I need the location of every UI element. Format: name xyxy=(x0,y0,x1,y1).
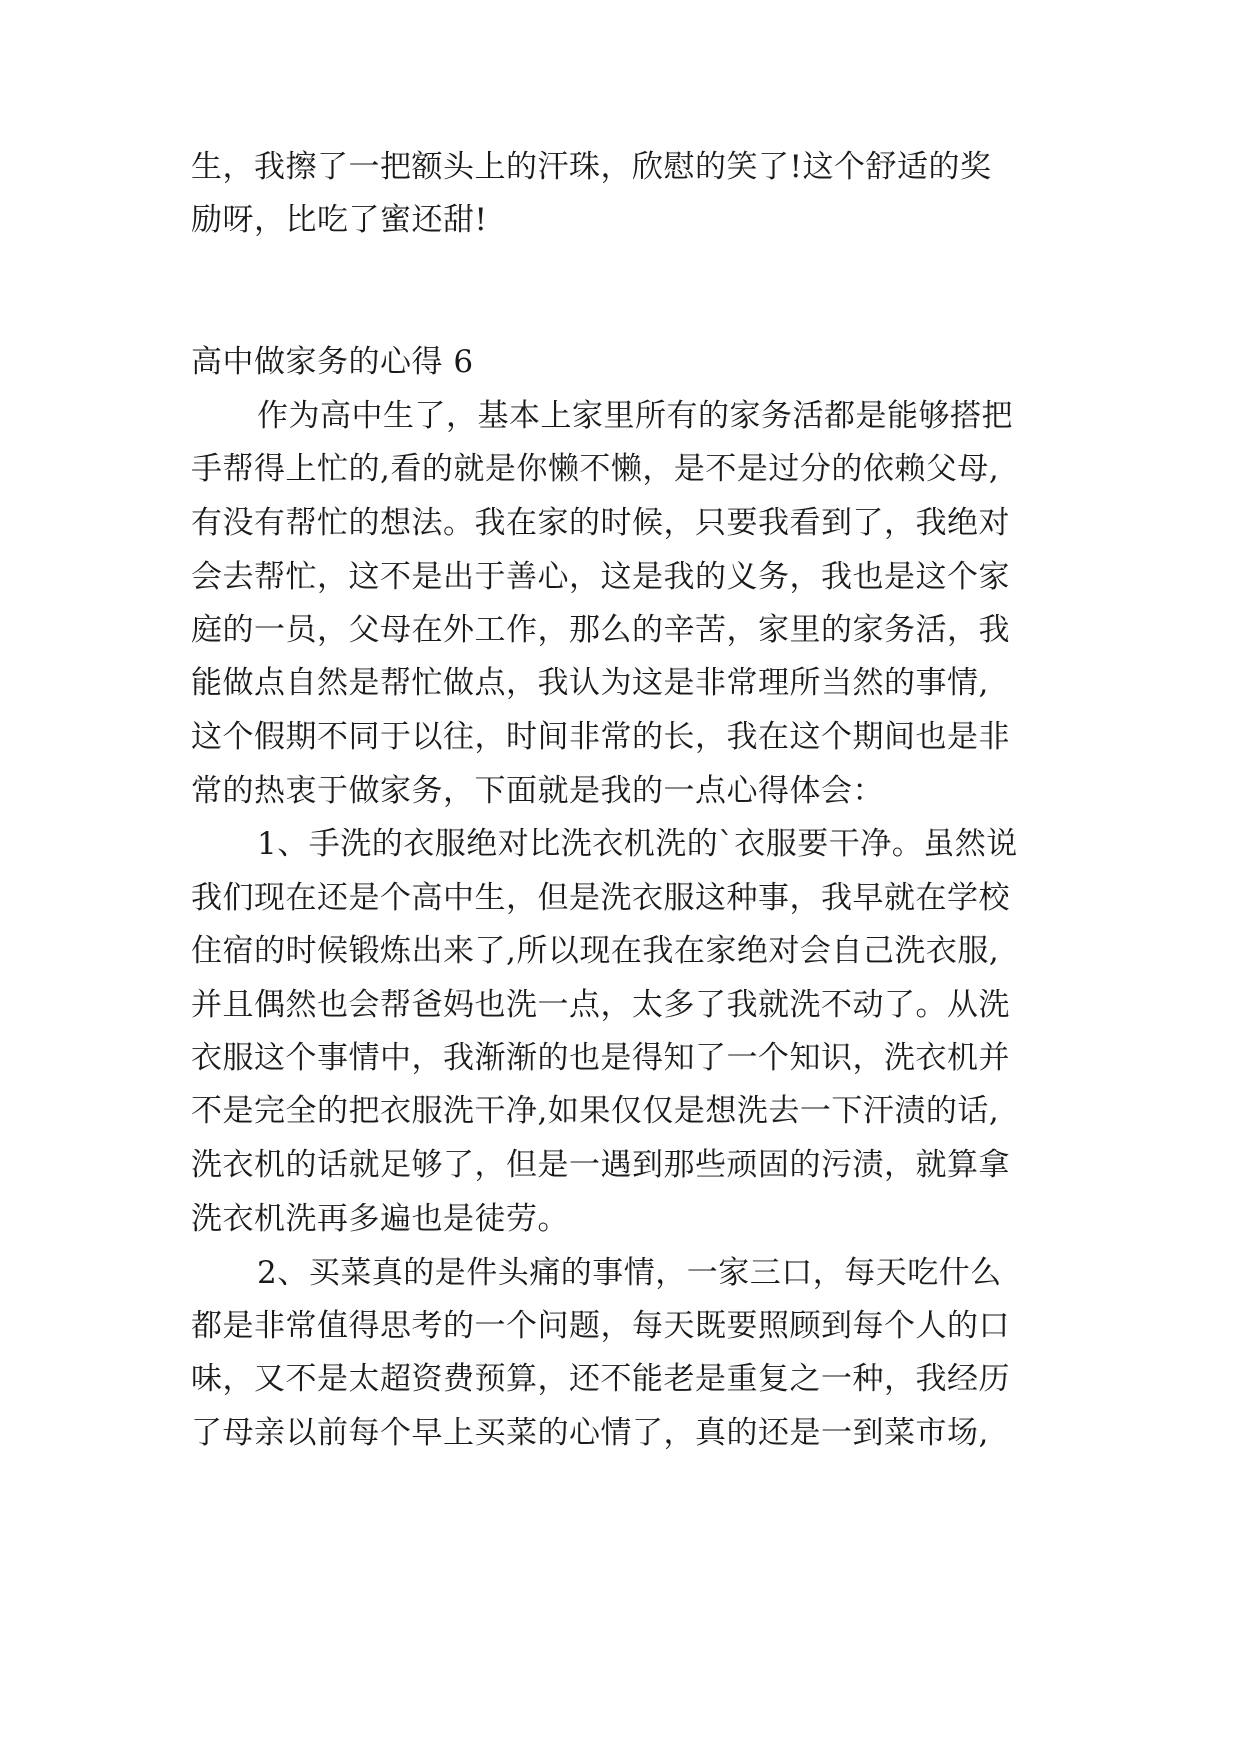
text-line: 洗衣机洗再多遍也是徒劳。 xyxy=(191,1201,569,1237)
text-line: 并且偶然也会帮爸妈也洗一点，太多了我就洗不动了。从洗 xyxy=(191,987,1010,1023)
text-line: 1、手洗的衣服绝对比洗衣机洗的`衣服要干净。虽然说 xyxy=(257,826,1018,862)
text-line: 有没有帮忙的想法。我在家的时候，只要我看到了，我绝对 xyxy=(191,505,1010,541)
text-line: 这个假期不同于以往，时间非常的长，我在这个期间也是非 xyxy=(191,719,1010,755)
text-line: 2、买菜真的是件头痛的事情，一家三口，每天吃什么 xyxy=(257,1255,1002,1291)
text-line: 能做点自然是帮忙做点，我认为这是非常理所当然的事情, xyxy=(191,665,989,701)
section-title: 高中做家务的心得 6 xyxy=(191,344,474,380)
text-line: 住宿的时候锻炼出来了,所以现在我在家绝对会自己洗衣服, xyxy=(191,933,1000,969)
text-line: 会去帮忙，这不是出于善心，这是我的义务，我也是这个家 xyxy=(191,559,1010,595)
text-line: 衣服这个事情中，我渐渐的也是得知了一个知识，洗衣机并 xyxy=(191,1040,1010,1076)
text-line: 味，又不是太超资费预算，还不能老是重复之一种，我经历 xyxy=(191,1361,1010,1397)
text-line: 生，我擦了一把额头上的汗珠，欣慰的笑了!这个舒适的奖 xyxy=(191,149,992,185)
text-line: 都是非常值得思考的一个问题，每天既要照顾到每个人的口 xyxy=(191,1308,1010,1344)
text-line: 洗衣机的话就足够了，但是一遇到那些顽固的污渍，就算拿 xyxy=(191,1147,1010,1183)
text-line: 了母亲以前每个早上买菜的心情了，真的还是一到菜市场, xyxy=(191,1415,989,1451)
text-line: 不是完全的把衣服洗干净,如果仅仅是想洗去一下汗渍的话, xyxy=(191,1093,1000,1129)
text-line: 庭的一员，父母在外工作，那么的辛苦，家里的家务活，我 xyxy=(191,612,1010,648)
text-line: 励呀，比吃了蜜还甜! xyxy=(191,202,488,238)
text-line: 作为高中生了，基本上家里所有的家务活都是能够搭把 xyxy=(257,398,1013,434)
text-line: 我们现在还是个高中生，但是洗衣服这种事，我早就在学校 xyxy=(191,880,1010,916)
text-line: 常的热衷于做家务，下面就是我的一点心得体会： xyxy=(191,773,884,809)
text-line: 手帮得上忙的,看的就是你懒不懒，是不是过分的依赖父母, xyxy=(191,451,1000,487)
